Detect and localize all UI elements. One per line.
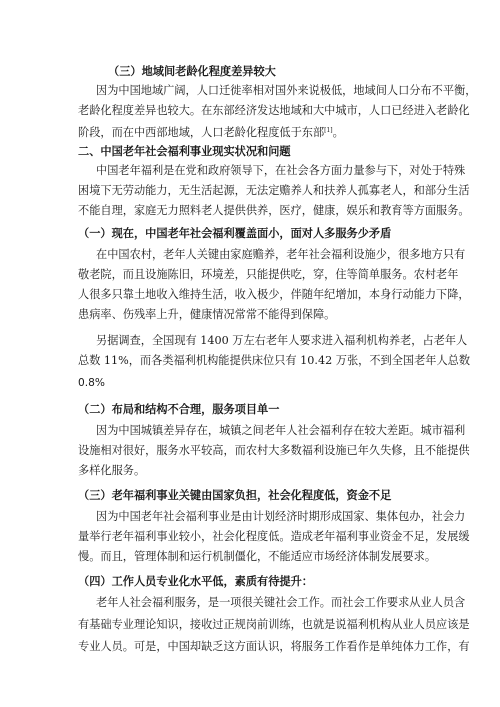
citation-ref: [1]: [324, 127, 333, 134]
paragraph-line: 多样化服务。: [78, 464, 146, 477]
paragraph-line: 中国老年福利是在党和政府领导下，在社会各方面力量参与下，对处于特殊: [96, 164, 466, 177]
section-heading-regional-aging: （三）地域间老龄化程度差异较大: [108, 64, 276, 78]
paragraph-line: 0.8%: [78, 377, 105, 389]
paragraph-line: 另据调查，全国现有 1400 万左右老年人要求进入福利机构养老，占老年人: [96, 334, 468, 347]
subheading-structure: （二）布局和结构不合理，服务项目单一: [78, 402, 280, 416]
subheading-coverage: （一）现在，中国老年社会福利覆盖面小，面对人多服务少矛盾: [78, 226, 392, 240]
paragraph-line: 不能自理，家庭无力照料老人提供供养，医疗，健康，娱乐和教育等方面服务。: [78, 204, 470, 217]
paragraph-line: 因为中国地域广阔，人口迁徙率相对国外来说极低，地域间人口分布不平衡，: [96, 84, 477, 97]
subheading-staff: （四）工作人员专业化水平低，素质有待提升：: [78, 574, 313, 588]
paragraph-line: 总数 11%，而各类福利机构能提供床位只有 10.42 万张，不到全国老年人总数: [78, 354, 471, 367]
paragraph-line: 因为中国老年社会福利事业是由计划经济时期形成国家、集体包办，社会力: [96, 510, 466, 523]
paragraph-line: 设施相对很好，服务水平较高，而农村大多数福利设施已年久失修，且不能提供: [78, 444, 470, 457]
paragraph-line: 困境下无劳动能力，无生活起源，无法定赡养人和扶养人孤寡老人，和部分生活: [78, 184, 470, 197]
subheading-funding: （三）老年福利事业关键由国家负担，社会化程度低，资金不足: [78, 488, 392, 502]
paragraph-line: 阶段，而在中西部地域，人口老龄化程度低于东部[1]。: [78, 126, 344, 139]
paragraph-line: 量举行老年福利事业较小，社会化程度低。造成老年福利事业资金不足，发展缓: [78, 530, 470, 543]
paragraph-line: 在中国农村，老年人关键由家庭赡养，老年社会福利设施少，很多地方只有: [96, 248, 466, 261]
paragraph-line: 敬老院，而且设施陈旧，环境差，只能提供吃，穿，住等简单服务。农村老年: [78, 268, 459, 281]
paragraph-line: 人很多只靠土地收入维持生活，收入极少，伴随年纪增加，本身行动能力下降，: [78, 288, 470, 301]
paragraph-line: 有基础专业理论知识，接收过正规岗前训练，也就是说福利机构从业人员应该是: [78, 618, 470, 631]
paragraph-line: 因为中国城镇差异存在，城镇之间老年人社会福利存在较大差距。城市福利: [96, 424, 466, 437]
paragraph-line: 老龄化程度差异也较大。在东部经济发达地域和大中城市，人口已经进入老龄化: [78, 104, 470, 117]
part-heading-current-status: 二、中国老年社会福利事业现实状况和问题: [78, 144, 291, 158]
paragraph-line: 专业人员。可是，中国却缺乏这方面认识，将服务工作看作是单纯体力工作，有: [78, 640, 470, 653]
paragraph-line: 患病率、伤残率上升，健康情况常常不能得到保障。: [78, 308, 336, 321]
paragraph-line: 老年人社会福利服务，是一项很关键社会工作。而社会工作要求从业人员含: [96, 596, 466, 609]
paragraph-line: 慢。而且，管理体制和运行机制僵化，不能适应市场经济体制发展要求。: [78, 550, 437, 563]
